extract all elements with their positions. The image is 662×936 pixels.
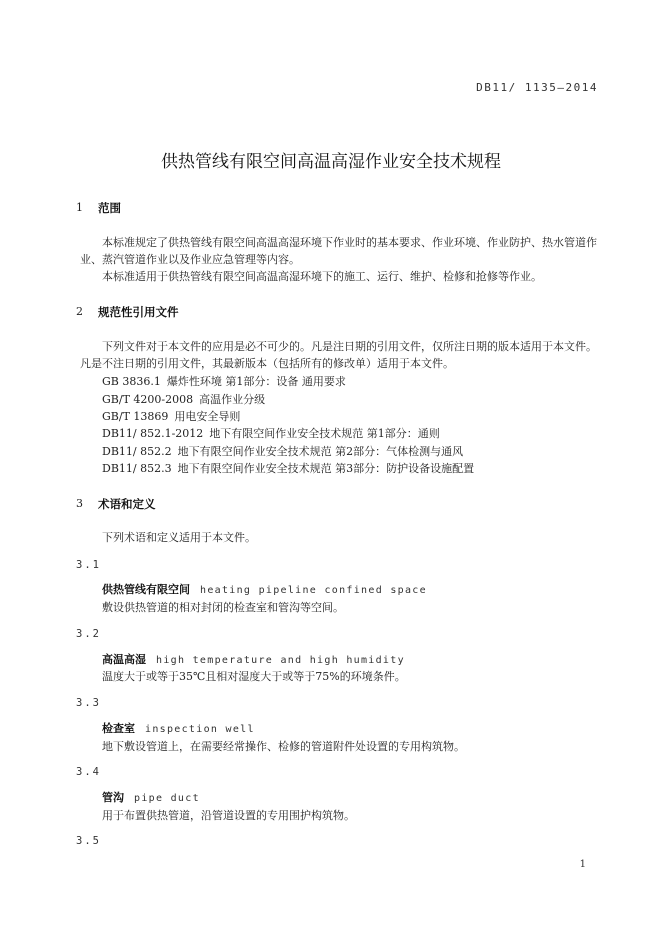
document-code: DB11/ 1135—2014 (476, 81, 598, 94)
term-heading (102, 720, 255, 736)
reference-title: 高温作业分级 (199, 393, 266, 406)
term-english: inspection well (145, 724, 255, 735)
reference-code: DB11/ 852.3 (102, 462, 172, 475)
term-definition: 敷设供热管道的相对封闭的检查室和管沟等空间。 (102, 601, 344, 614)
section-2-intro: 下列文件对于本文件的应用是必不可少的。凡是注日期的引用文件，仅所注日期的版本适用于本文件。凡是不注日期的引用文件，其最新版本（包括所有的修改单）适用于本文件。 (80, 340, 597, 370)
section-1-title: 范围 (98, 201, 121, 215)
reference-title: 用电安全导则 (174, 410, 241, 423)
term-heading (102, 789, 200, 805)
term-definition: 温度大于或等于35℃且相对湿度大于或等于75%的环境条件。 (102, 670, 406, 683)
reference-title: 地下有限空间作业安全技术规范 第3部分：防护设备设施配置 (177, 462, 475, 475)
reference-item (102, 443, 463, 459)
reference-code: DB11/ 852.1-2012 (102, 427, 204, 440)
reference-code: GB/T 4200-2008 (102, 393, 194, 406)
reference-title: 地下有限空间作业安全技术规范 第2部分：气体检测与通风 (177, 445, 464, 458)
term-chinese: 管沟 (102, 791, 124, 804)
reference-item (102, 373, 346, 389)
term-heading (102, 651, 405, 667)
term-heading (102, 581, 427, 597)
section-1-paragraph-2: 本标准适用于供热管线有限空间高温高湿环境下的施工、运行、维护、检修和抢修等作业。 (102, 270, 542, 283)
reference-item (102, 425, 440, 441)
document-title: 供热管线有限空间高温高湿作业安全技术规程 (161, 152, 501, 172)
term-definition: 地下敷设管道上，在需要经常操作、检修的管道附件处设置的专用构筑物。 (102, 740, 465, 753)
reference-item (102, 408, 240, 424)
reference-code: GB 3836.1 (102, 375, 161, 388)
reference-code: GB/T 13869 (102, 410, 169, 423)
reference-title: 爆炸性环境 第1部分：设备 通用要求 (166, 375, 346, 388)
reference-code: DB11/ 852.2 (102, 445, 172, 458)
term-english: heating pipeline confined space (200, 585, 427, 596)
section-3-number: 3 (76, 497, 83, 510)
term-english: high temperature and high humidity (156, 655, 405, 666)
term-number: 3.5 (76, 835, 101, 847)
term-number: 3.4 (76, 766, 101, 778)
reference-title: 地下有限空间作业安全技术规范 第1部分：通则 (209, 427, 440, 440)
term-chinese: 高温高湿 (102, 653, 146, 666)
term-chinese: 检查室 (102, 722, 135, 735)
term-number: 3.1 (76, 559, 101, 571)
page-number: 1 (579, 859, 586, 870)
section-1-paragraph-1: 本标准规定了供热管线有限空间高温高湿环境下作业时的基本要求、作业环境、作业防护、热水管道作业、蒸汽管道作业以及作业应急管理等内容。 (80, 236, 597, 266)
section-2-title: 规范性引用文件 (98, 305, 179, 319)
term-chinese: 供热管线有限空间 (102, 583, 190, 596)
term-number: 3.3 (76, 697, 101, 709)
term-english: pipe duct (134, 793, 200, 804)
section-2-number: 2 (76, 305, 83, 318)
term-definition: 用于布置供热管道，沿管道设置的专用围护构筑物。 (102, 809, 355, 822)
section-1-number: 1 (76, 201, 83, 214)
section-3-title: 术语和定义 (98, 497, 156, 511)
section-3-intro: 下列术语和定义适用于本文件。 (102, 531, 256, 544)
term-number: 3.2 (76, 628, 101, 640)
reference-item (102, 391, 265, 407)
reference-item (102, 460, 474, 476)
